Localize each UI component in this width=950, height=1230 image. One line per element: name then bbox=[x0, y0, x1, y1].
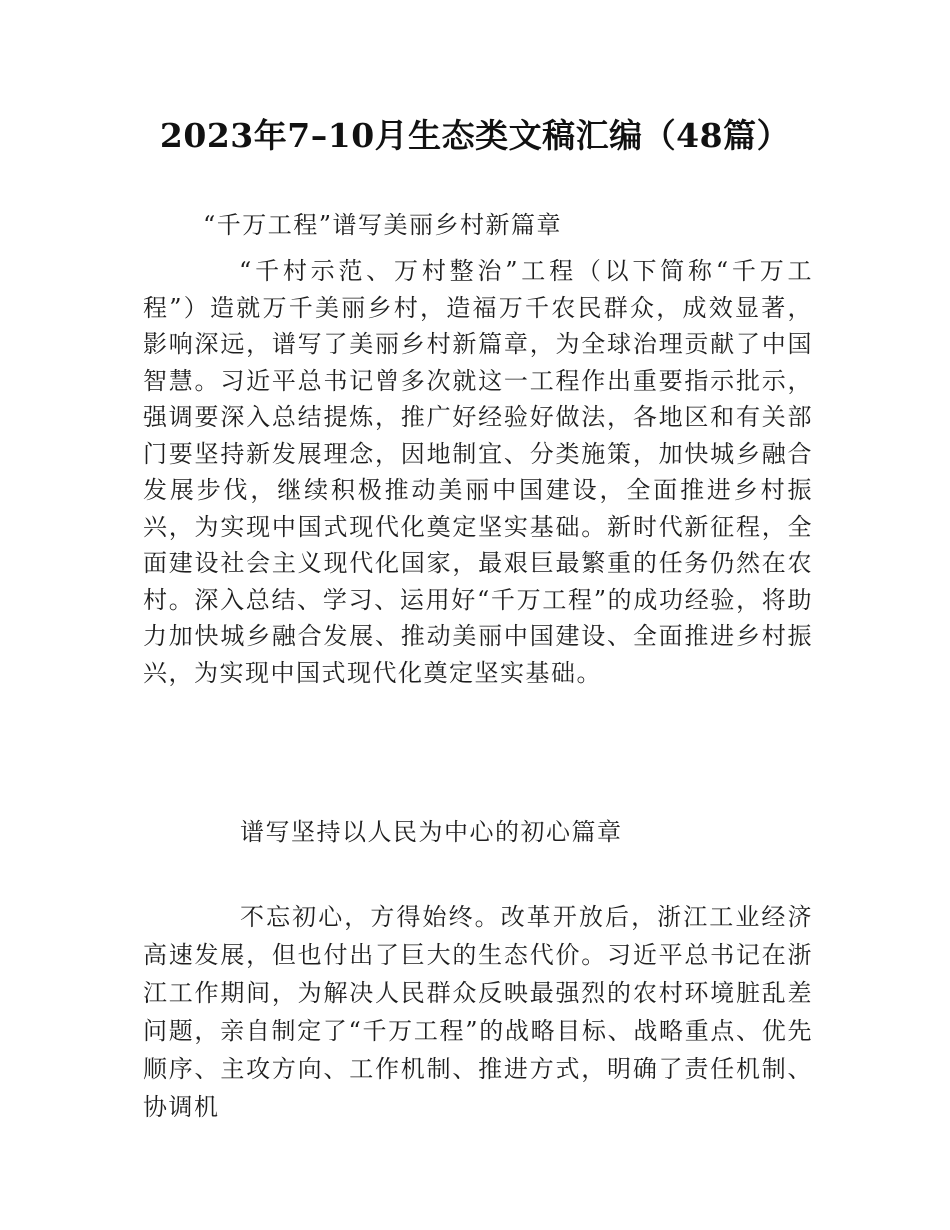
section-heading-2: 谱写坚持以人民为中心的初心篇章 bbox=[240, 818, 623, 846]
section-paragraph-2: 不忘初心，方得始终。改革开放后，浙江工业经济高速发展，但也付出了巨大的生态代价。习近平总书记在浙江工作期间，为解决人民群众反映最强烈的农村环境脏乱差问题，亲自制定了“千万工程”的战略目标、战略重点、优先顺序、主攻方向、工作机制、推进方式，明确了责任机制、协调机 bbox=[143, 903, 813, 1121]
document-title: 2023年7–10月生态类文稿汇编（48篇） bbox=[159, 116, 791, 155]
section-heading-1: “千万工程”谱写美丽乡村新篇章 bbox=[203, 211, 563, 239]
section-paragraph-1: “千村示范、万村整治”工程（以下简称“千万工程”）造就万千美丽乡村，造福万千农民群众，成效显著，影响深远，谱写了美丽乡村新篇章，为全球治理贡献了中国智慧。习近平总书记曾多次就这一工程作出重要指示批示，强调要深入总结提炼，推广好经验好做法，各地区和有关部门要坚持新发展理念，因地制宜、分类施策，加快城乡融合发展步伐，继续积极推动美丽中国建设，全面推进乡村振兴，为实现中国式现代化奠定坚实基础。新时代新征程，全面建设社会主义现代化国家，最艰巨最繁重的任务仍然在农村。深入总结、学习、运用好“千万工程”的成功经验，将助力加快城乡融合发展、推动美丽中国建设、全面推进乡村振兴，为实现中国式现代化奠定坚实基础。 bbox=[143, 257, 813, 687]
